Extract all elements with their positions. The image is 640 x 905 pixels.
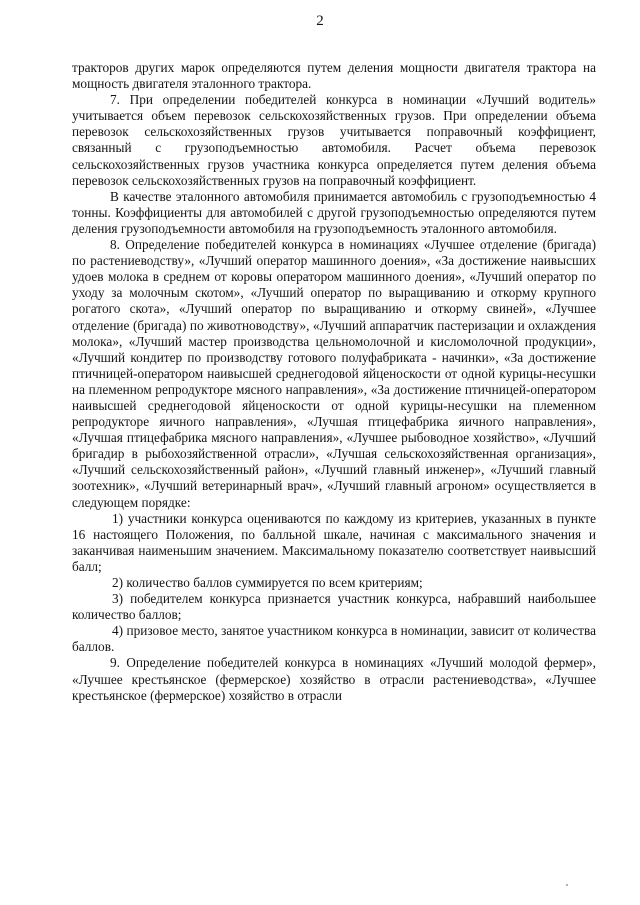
body-text [72, 60, 596, 704]
list-item-1: 1) участники конкурса оцениваются по каждому из критериев, указанных в пункте 16 настоящего Положения, по балльной шкале, начиная с максимального значения и заканчивая наименьшим значением. Максимальному показателю соответствует наивысший балл; [72, 510, 596, 574]
paragraph-item-7: 7. При определении победителей конкурса в номинации «Лучший водитель» учитывается объем перевозок сельскохозяйственных грузов. При определении объема перевозок сельскохозяйственных грузов учитывается поправочный коэффициент, связанный с грузоподъемностью автомобиля. Расчет объема перевозок сельскохозяйственных грузов участника конкурса определяется путем деления объема перевозок сельскохозяйственных грузов на поправочный коэффициент. [72, 92, 596, 188]
paragraph-continuation: тракторов других марок определяются путем деления мощности двигателя трактора на мощность двигателя эталонного трактора. [72, 60, 596, 92]
paragraph-item-9: 9. Определение победителей конкурса в номинациях «Лучший молодой фермер», «Лучшее крестьянское (фермерское) хозяйство в отрасли растениеводства», «Лучшее крестьянское (фермерское) хозяйство в отрасли [72, 655, 596, 703]
paragraph-reference-vehicle: В качестве эталонного автомобиля принимается автомобиль с грузоподъемностью 4 тонны. Коэффициенты для автомобилей с другой грузоподъемностью определяются путем деления грузоподъемности автомобиля на грузоподъемность эталонного автомобиля. [72, 188, 596, 236]
scan-speck [566, 884, 568, 886]
page-number: 2 [316, 13, 324, 29]
paragraph-item-8: 8. Определение победителей конкурса в номинациях «Лучшее отделение (бригада) по растениеводству», «Лучший оператор машинного доения», «За достижение наивысших удоев молока в среднем от коровы оператором машинного доения», «Лучший оператор по уходу за молочным скотом», «Лучший оператор по выращиванию и откорму крупного рогатого скота», «Лучший оператор по выращиванию и откорму свиней», «Лучшее отделение (бригада) по животноводству», «Лучший аппаратчик пастеризации и охлаждения молока», «Лучший мастер производства цельномолочной и кисломолочной продукции», «Лучший кондитер по производству готового полуфабриката - начинки», «За достижение птичницей-оператором наивысшей среднегодовой яйценоскости от одной курицы-несушки на племенном репродукторе мясного направления», «За достижение птичницей-оператором наивысшей среднегодовой яйценоскости от одной курицы-несушки на племенном репродукторе яичного направления», «Лучшая птицефабрика яичного направления», «Лучшая птицефабрика мясного направления», «Лучшее рыбоводное хозяйство», «Лучший бригадир в рыбохозяйственной отрасли», «Лучшая сельскохозяйственная организация», «Лучший сельскохозяйственный район», «Лучший главный инженер», «Лучший главный зоотехник», «Лучший ветеринарный врач», «Лучший главный агроном» осуществляется в следующем порядке: [72, 237, 596, 510]
list-item-3: 3) победителем конкурса признается участник конкурса, набравший наибольшее количество баллов; [72, 591, 596, 623]
list-item-2: 2) количество баллов суммируется по всем критериям; [112, 575, 423, 590]
list-item-4: 4) призовое место, занятое участником конкурса в номинации, зависит от количества баллов. [72, 623, 596, 655]
